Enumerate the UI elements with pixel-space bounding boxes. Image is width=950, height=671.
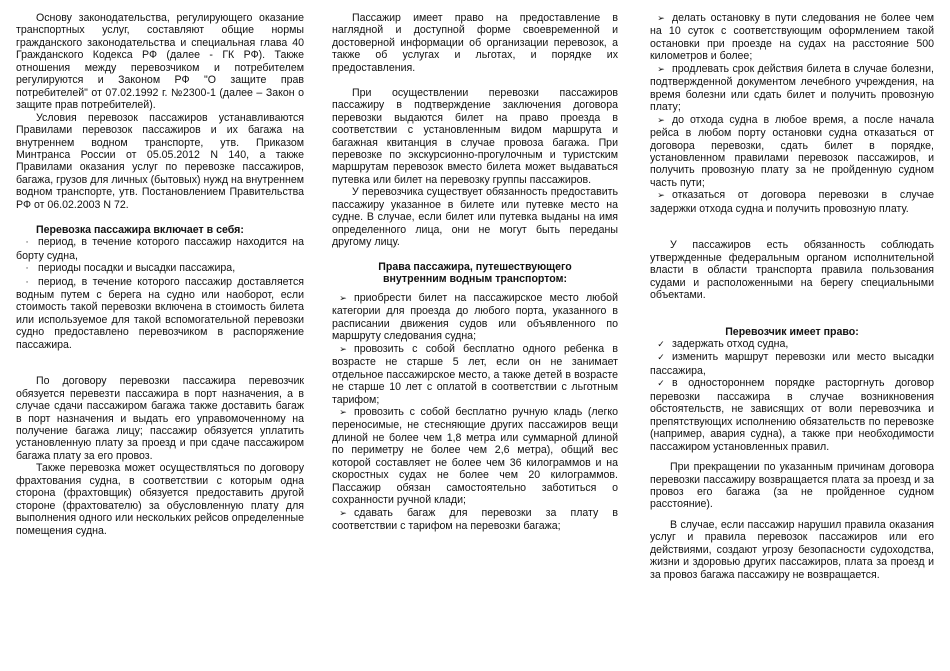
paragraph-seat: У перевозчика существует обязанность предоставить пассажиру указанное в билете или путевке место на судне. В случае, если билет или путевка выданы на имя определенного лица, они не могут быть переданы другому лицу. bbox=[332, 186, 618, 249]
paragraph-refund: При прекращении по указанным причинам договора перевозки пассажиру возвращается плата за проезд и за провоз его багажа (за не пройденное судном расстояние). bbox=[650, 461, 934, 511]
arrow-bullet-icon: ➢ bbox=[657, 64, 665, 75]
list-item-text: делать остановку в пути следования не более чем на 10 суток с соответствующим оформлением такой остановки при проезде на судах на расстояние 500 километров и более; bbox=[650, 12, 934, 63]
list-item bbox=[332, 406, 618, 507]
list-item-text: в одностороннем порядке расторгнуть договор перевозки пассажира в случае возникновения обстоятельств, не зависящих от воли перевозчика и препятствующих исполнению обязательств по перевозке (например, авария судна), а также при необходимости пассажиром установленных правил. bbox=[650, 377, 934, 453]
paragraph-contract: По договору перевозки пассажира перевозчик обязуется перевезти пассажира в порт назначения, а в случае сдачи пассажиром багажа также доставить багаж в порт назначения и выдать его управомоченному на получение багажа лицу; пассажир обязуется уплатить установленную плату за проезд и при сдаче пассажиром багажа плату за его провоз. bbox=[16, 375, 304, 462]
heading-transport-includes: Перевозка пассажира включает в себя: bbox=[36, 223, 244, 236]
list-item bbox=[650, 63, 934, 114]
list-item bbox=[650, 377, 934, 453]
heading-passenger-rights-line1: Права пассажира, путешествующего bbox=[378, 261, 572, 274]
list-item-text: провозить с собой бесплатно ручную кладь (легко переносимые, не стесняющие других пассажиров вещи длиной не более чем 1,8 метра или суммарной длиной по периметру не более чем 2,6 метра), общий вес которой составляет не более чем 36 килограммов и на скоростных судах не более чем 20 килограммов. Пассажир обязан самостоятельно заботиться о сохранности ручной клади; bbox=[332, 406, 618, 507]
paragraph-passenger-duty: У пассажиров есть обязанность соблюдать утвержденные федеральным органом исполнительной власти в области транспорта правила пользования судами и расположенными на берегу специальными объектами. bbox=[650, 239, 934, 302]
list-item-text: отказаться от договора перевозки в случае задержки отхода судна и получить провозную плату. bbox=[650, 189, 934, 215]
heading-carrier-rights: Перевозчик имеет право: bbox=[725, 325, 859, 338]
arrow-bullet-icon: ➢ bbox=[657, 14, 665, 24]
paragraph-information-right: Пассажир имеет право на предоставление в наглядной и доступной форме своевременной и достоверной информации об организации перевозок, а также об услугах и льготах, и порядке их предоставления. bbox=[332, 12, 618, 74]
list-item-text: приобрести билет на пассажирское место любой категории для проезда до любого порта, указанного в расписании движения судов или объявленного по маршруту следования судна; bbox=[332, 291, 618, 343]
column-middle bbox=[332, 12, 618, 669]
paragraph-charter: Также перевозка может осуществляться по договору фрахтования судна, в соответствии с которым одна сторона (фрахтовщик) обязуется предоставить другой стороне (фрахтователю) за обусловленную плату для выполнения одного или нескольких рейсов определенные помещения судна. bbox=[16, 462, 304, 537]
bullet-marker: · bbox=[25, 238, 29, 249]
list-item bbox=[332, 292, 618, 343]
list-item bbox=[650, 351, 934, 377]
checkmark-icon: ✓ bbox=[657, 379, 665, 390]
heading-passenger-rights-line2: внутренним водным транспортом: bbox=[382, 273, 567, 286]
arrow-bullet-icon: ➢ bbox=[657, 115, 665, 126]
arrow-bullet-icon: ➢ bbox=[339, 344, 347, 355]
list-item bbox=[16, 262, 304, 275]
list-item bbox=[650, 12, 934, 63]
list-item-text: сдавать багаж для перевозки за плату в соответствии с тарифом на перевозки багажа; bbox=[332, 506, 618, 533]
list-item bbox=[650, 338, 934, 351]
arrow-bullet-icon: ➢ bbox=[339, 293, 347, 304]
bullet-marker: · bbox=[25, 264, 29, 275]
list-item bbox=[16, 236, 304, 262]
list-item bbox=[650, 114, 934, 190]
list-item-text: изменить маршрут перевозки или место высадки пассажира, bbox=[650, 351, 934, 377]
paragraph-legislation: Основу законодательства, регулирующего оказание транспортных услуг, составляют общие нормы гражданского законодательства и специальная глава 40 Гражданского Кодекса РФ (далее - ГК РФ). Также отношения между перевозчиком и потребителем регулируются и Законом РФ "О защите прав потребителей" от 07.02.1992 г. №2300-1 (далее – Закон о защите прав потребителей). bbox=[16, 12, 304, 112]
arrow-bullet-icon: ➢ bbox=[339, 508, 347, 519]
list-item-text: до отхода судна в любое время, а после начала рейса в любом порту остановки судна отказаться от договора перевозки, сдать билет в порядке, установленном правилами перевозок пассажиров, и получить провозную плату за не пройденную судном часть пути; bbox=[650, 113, 934, 189]
list-item bbox=[332, 343, 618, 406]
list-item-text: периоды посадки и высадки пассажира, bbox=[38, 262, 236, 275]
list-item-text: продлевать срок действия билета в случае болезни, подтвержденной документом лечебного учреждения, на время болезни или сдать билет и получить провозную плату; bbox=[650, 62, 934, 114]
arrow-bullet-icon: ➢ bbox=[339, 408, 347, 419]
list-item-text: провозить с собой бесплатно одного ребенка в возрасте не старше 5 лет, если он не занимает отдельное пассажирское место, а также детей в возрасте не старше 10 лет с оплатой в соответствии с льготным тарифом; bbox=[332, 342, 618, 406]
list-item bbox=[650, 189, 934, 215]
checkmark-icon: ✓ bbox=[657, 339, 665, 350]
arrow-bullet-icon: ➢ bbox=[657, 191, 665, 202]
bullet-marker: · bbox=[25, 277, 29, 288]
checkmark-icon: ✓ bbox=[657, 353, 665, 364]
paragraph-rules: Условия перевозок пассажиров устанавливаются Правилами перевозок пассажиров и их багажа на внутреннем водном транспорте, утв. Приказом Минтранса России от 05.05.2012 N 140, а также Правилами оказания услуг по перевозке пассажиров, багажа, грузов для личных (бытовых) нужд на внутреннем водном транспорте, утв. Постановлением Правительства РФ от 06.02.2003 N 72. bbox=[16, 111, 304, 211]
list-item-text: задержать отход судна, bbox=[672, 337, 789, 350]
paragraph-no-refund: В случае, если пассажир нарушил правила оказания услуг и правила перевозок пассажиров или его действиями, создают угрозу безопасности судоходства, жизни и здоровью других пассажиров, плата за проезд и за провоз багажа пассажиру не возвращается. bbox=[650, 518, 934, 581]
list-item bbox=[332, 507, 618, 533]
list-item-text: период, в течение которого пассажир доставляется водным путем с берега на судно или наоборот, если стоимость такой перевозки включена в стоимость билета или используемое для такой вспомогательной перевозки судно предоставлено перевозчиком в распоряжение пассажира. bbox=[16, 275, 304, 351]
column-left bbox=[16, 12, 304, 669]
column-right bbox=[650, 12, 934, 669]
list-item bbox=[16, 276, 304, 352]
paragraph-ticket: При осуществлении перевозки пассажиров пассажиру в подтверждение заключения договора перевозки выдаются билет на право проезда в соответствии с установленным видом маршрута и багажная квитанция в случае провоза багажа. При перевозке по экскурсионно-прогулочным и туристским маршрутам перевозок вместо билета может выдаваться путевка или билет на перевозку группы пассажиров. bbox=[332, 86, 618, 186]
list-item-text: период, в течение которого пассажир находится на борту судна, bbox=[16, 236, 304, 262]
